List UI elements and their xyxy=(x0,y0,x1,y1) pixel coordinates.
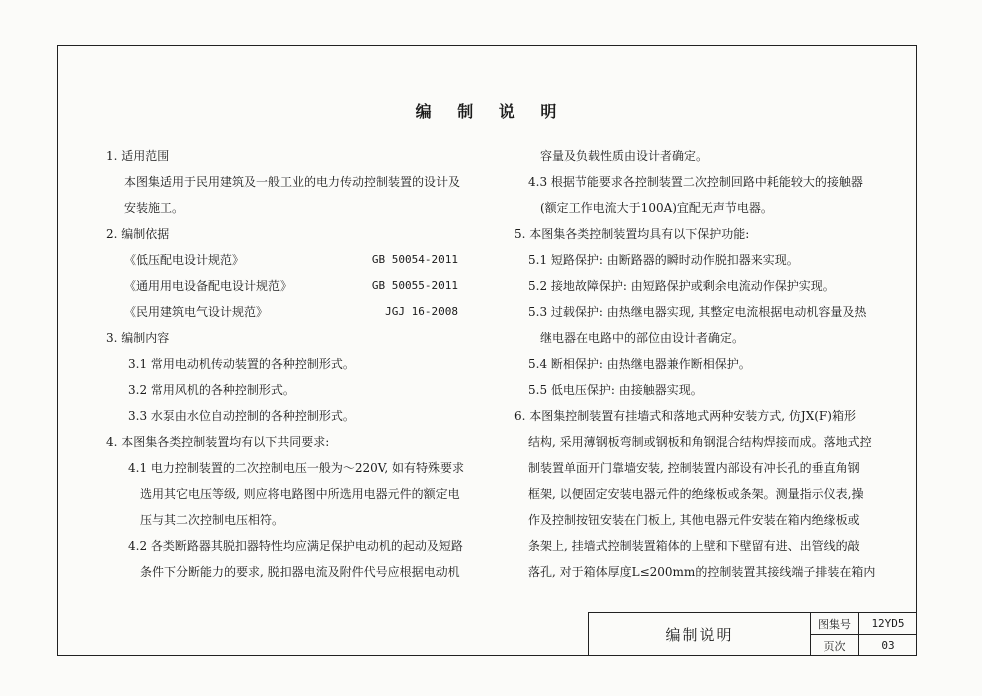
section-heading: 5. 本图集各类控制装置均具有以下保护功能: xyxy=(514,227,750,241)
atlas-number-label: 图集号 xyxy=(811,613,859,634)
page-title: 编 制 说 明 xyxy=(415,102,567,121)
reference-name: 《民用建筑电气设计规范》 xyxy=(124,305,269,319)
sub-item: 5.5 低电压保护: 由接触器实现。 xyxy=(528,383,703,397)
section-heading: 2. 编制依据 xyxy=(106,227,170,241)
paragraph-line: 作及控制按钮安装在门板上, 其他电器元件安装在箱内绝缘板或 xyxy=(528,513,860,527)
paragraph-line: (额定工作电流大于100A)宜配无声节电器。 xyxy=(540,201,773,215)
paragraph-line: 本图集适用于民用建筑及一般工业的电力传动控制装置的设计及 xyxy=(124,175,461,189)
sub-item: 4.2 各类断路器其脱扣器特性均应满足保护电动机的起动及短路 xyxy=(128,539,463,553)
section-heading: 3. 编制内容 xyxy=(106,331,170,345)
reference-row xyxy=(106,247,458,273)
paragraph-line: 安装施工。 xyxy=(124,201,185,215)
paragraph-line: 继电器在电路中的部位由设计者确定。 xyxy=(540,331,745,345)
paragraph-line: 框架, 以便固定安装电器元件的绝缘板或条架。测量指示仪表,操 xyxy=(528,487,864,501)
reference-row xyxy=(106,299,458,325)
page-number-label: 页次 xyxy=(811,635,859,656)
sub-item: 3.2 常用风机的各种控制形式。 xyxy=(128,383,295,397)
paragraph-line: 压与其二次控制电压相符。 xyxy=(140,513,285,527)
paragraph-line: 落孔, 对于箱体厚度L≤200mm的控制装置其接线端子排装在箱内 xyxy=(528,565,876,579)
section-heading: 6. 本图集控制装置有挂墙式和落地式两种安装方式, 仿JX(F)箱形 xyxy=(514,409,856,423)
sub-item: 3.3 水泵由水位自动控制的各种控制形式。 xyxy=(128,409,355,423)
paragraph-line: 制装置单面开门靠墙安装, 控制装置内部设有冲长孔的垂直角钢 xyxy=(528,461,860,475)
sub-item: 3.1 常用电动机传动装置的各种控制形式。 xyxy=(128,357,355,371)
sub-item: 5.1 短路保护: 由断路器的瞬时动作脱扣器来实现。 xyxy=(528,253,799,267)
left-column xyxy=(106,143,465,585)
right-column xyxy=(508,143,876,585)
section-heading: 1. 适用范围 xyxy=(106,149,170,163)
reference-code: JGJ 16-2008 xyxy=(385,305,458,318)
paragraph-line: 条架上, 挂墙式控制装置箱体的上壁和下壁留有进、出管线的敲 xyxy=(528,539,860,553)
paragraph-line: 容量及负载性质由设计者确定。 xyxy=(540,149,709,163)
section-heading: 4. 本图集各类控制装置均有以下共同要求: xyxy=(106,435,330,449)
title-block-grid xyxy=(811,613,917,656)
reference-row xyxy=(106,273,458,299)
page-number-value: 03 xyxy=(881,639,895,652)
sub-item: 5.3 过载保护: 由热继电器实现, 其整定电流根据电动机容量及热 xyxy=(528,305,867,319)
paragraph-line: 结构, 采用薄钢板弯制或钢板和角钢混合结构焊接而成。落地式控 xyxy=(528,435,872,449)
paragraph-line: 选用其它电压等级, 则应将电路图中所选用电器元件的额定电 xyxy=(140,487,460,501)
paragraph-line: 条件下分断能力的要求, 脱扣器电流及附件代号应根据电动机 xyxy=(140,565,460,579)
title-block-name: 编制说明 xyxy=(589,613,811,656)
sub-item: 4.1 电力控制装置的二次控制电压一般为～220V, 如有特殊要求 xyxy=(128,461,465,475)
title-block xyxy=(588,612,917,656)
reference-name: 《通用用电设备配电设计规范》 xyxy=(124,279,293,293)
sub-item: 5.2 接地故障保护: 由短路保护或剩余电流动作保护实现。 xyxy=(528,279,835,293)
reference-code: GB 50055-2011 xyxy=(371,279,458,292)
reference-code: GB 50054-2011 xyxy=(371,253,458,266)
sub-item: 5.4 断相保护: 由热继电器兼作断相保护。 xyxy=(528,357,751,371)
page-number-row xyxy=(811,634,917,656)
atlas-number-row xyxy=(811,613,917,634)
atlas-number-value: 12YD5 xyxy=(871,617,905,630)
reference-name: 《低压配电设计规范》 xyxy=(124,253,245,267)
sub-item: 4.3 根据节能要求各控制装置二次控制回路中耗能较大的接触器 xyxy=(528,175,863,189)
